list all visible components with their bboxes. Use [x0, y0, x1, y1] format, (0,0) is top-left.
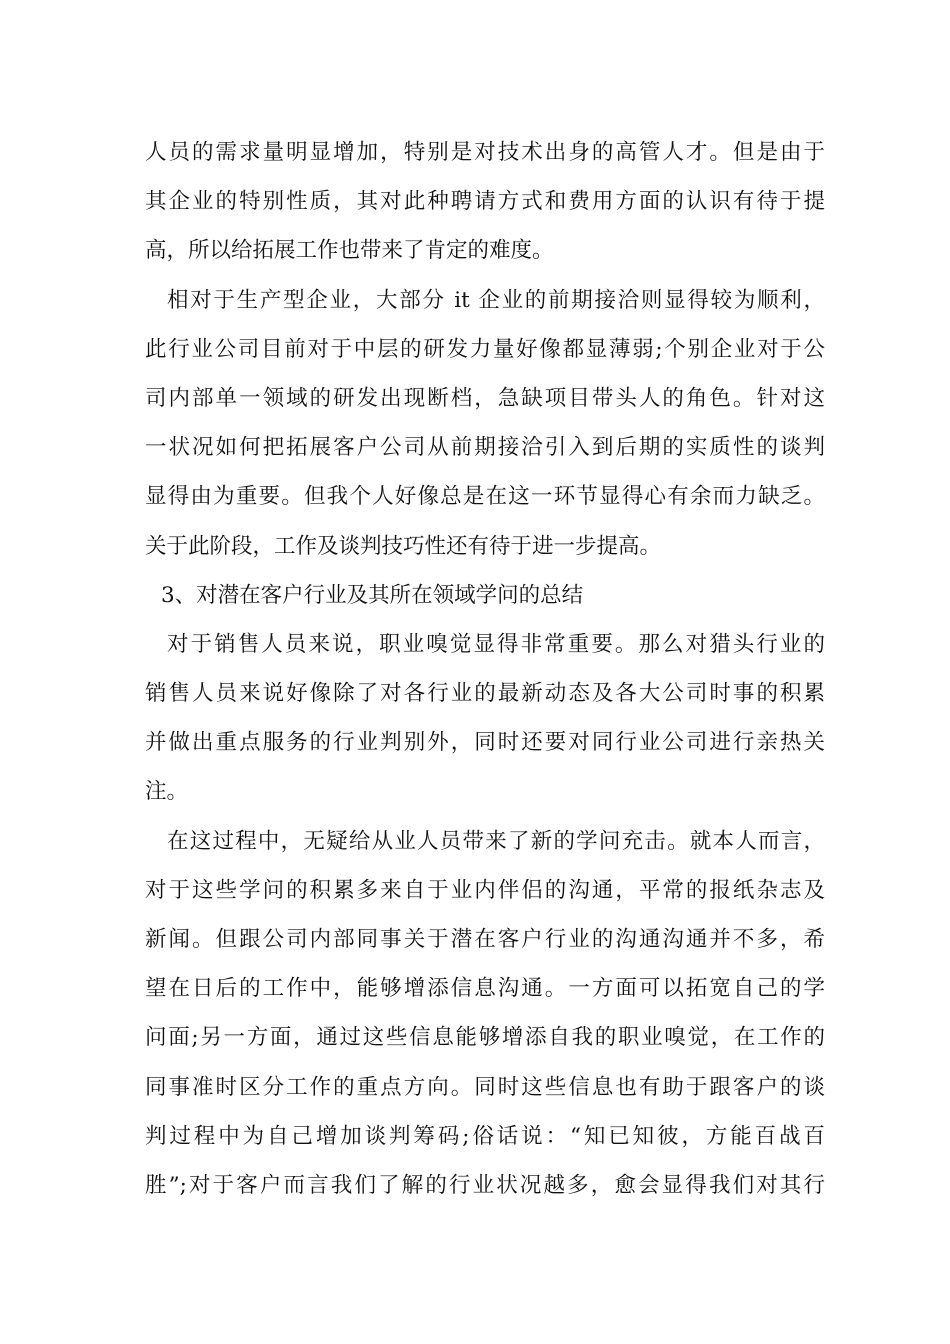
- section-heading: 3、对潜在客户行业及其所在领域学问的总结: [161, 582, 584, 608]
- text-line: 胜”;对于客户而言我们了解的行业状况越多，愈会显得我们对其行: [145, 1172, 825, 1198]
- paragraph-first-line: 在这过程中，无疑给从业人员带来了新的学问充击。就本人而言，: [167, 828, 825, 854]
- text-line: 对于这些学问的积累多来自于业内伴侣的沟通，平常的报纸杂志及: [145, 877, 825, 903]
- text-line: 同事准时区分工作的重点方向。同时这些信息也有助于跟客户的谈: [145, 1074, 825, 1100]
- text-line: 望在日后的工作中，能够增添信息沟通。一方面可以拓宽自己的学: [145, 976, 825, 1002]
- paragraph-first-line: 相对于生产型企业，大部分 it 企业的前期接洽则显得较为顺利，: [167, 287, 825, 313]
- body-text: [145, 128, 825, 1210]
- text-line: 判过程中为自己增加谈判筹码;俗话说：“知已知彼，方能百战百: [145, 1123, 825, 1149]
- text-line: 销售人员来说好像除了对各行业的最新动态及各大公司时事的积累: [145, 681, 825, 707]
- text-line: 此行业公司目前对于中层的研发力量好像都显薄弱;个别企业对于公: [145, 336, 825, 362]
- text-line: 显得由为重要。但我个人好像总是在这一环节显得心有余而力缺乏。: [145, 484, 825, 510]
- text-line: 高，所以给拓展工作也带来了肯定的难度。: [145, 238, 554, 264]
- paragraph-first-line: 对于销售人员来说，职业嗅觉显得非常重要。那么对猎头行业的: [167, 631, 825, 657]
- text-line: 问面;另一方面，通过这些信息能够增添自我的职业嗅觉，在工作的: [145, 1025, 825, 1051]
- text-line: 注。: [145, 779, 189, 805]
- text-line: 新闻。但跟公司内部同事关于潜在客户行业的沟通沟通并不多，希: [145, 927, 825, 952]
- text-line: 并做出重点服务的行业判别外，同时还要对同行业公司进行亲热关: [145, 730, 825, 756]
- text-line: 司内部单一领域的研发出现断档，急缺项目带头人的角色。针对这: [145, 385, 825, 411]
- text-line: 关于此阶段，工作及谈判技巧性还有待于进一步提高。: [145, 533, 662, 559]
- text-line: 人员的需求量明显增加，特别是对技术出身的高管人才。但是由于: [145, 140, 825, 165]
- text-line: 其企业的特别性质，其对此种聘请方式和费用方面的认识有待于提: [145, 189, 825, 215]
- text-line: 一状况如何把拓展客户公司从前期接洽引入到后期的实质性的谈判: [145, 435, 825, 461]
